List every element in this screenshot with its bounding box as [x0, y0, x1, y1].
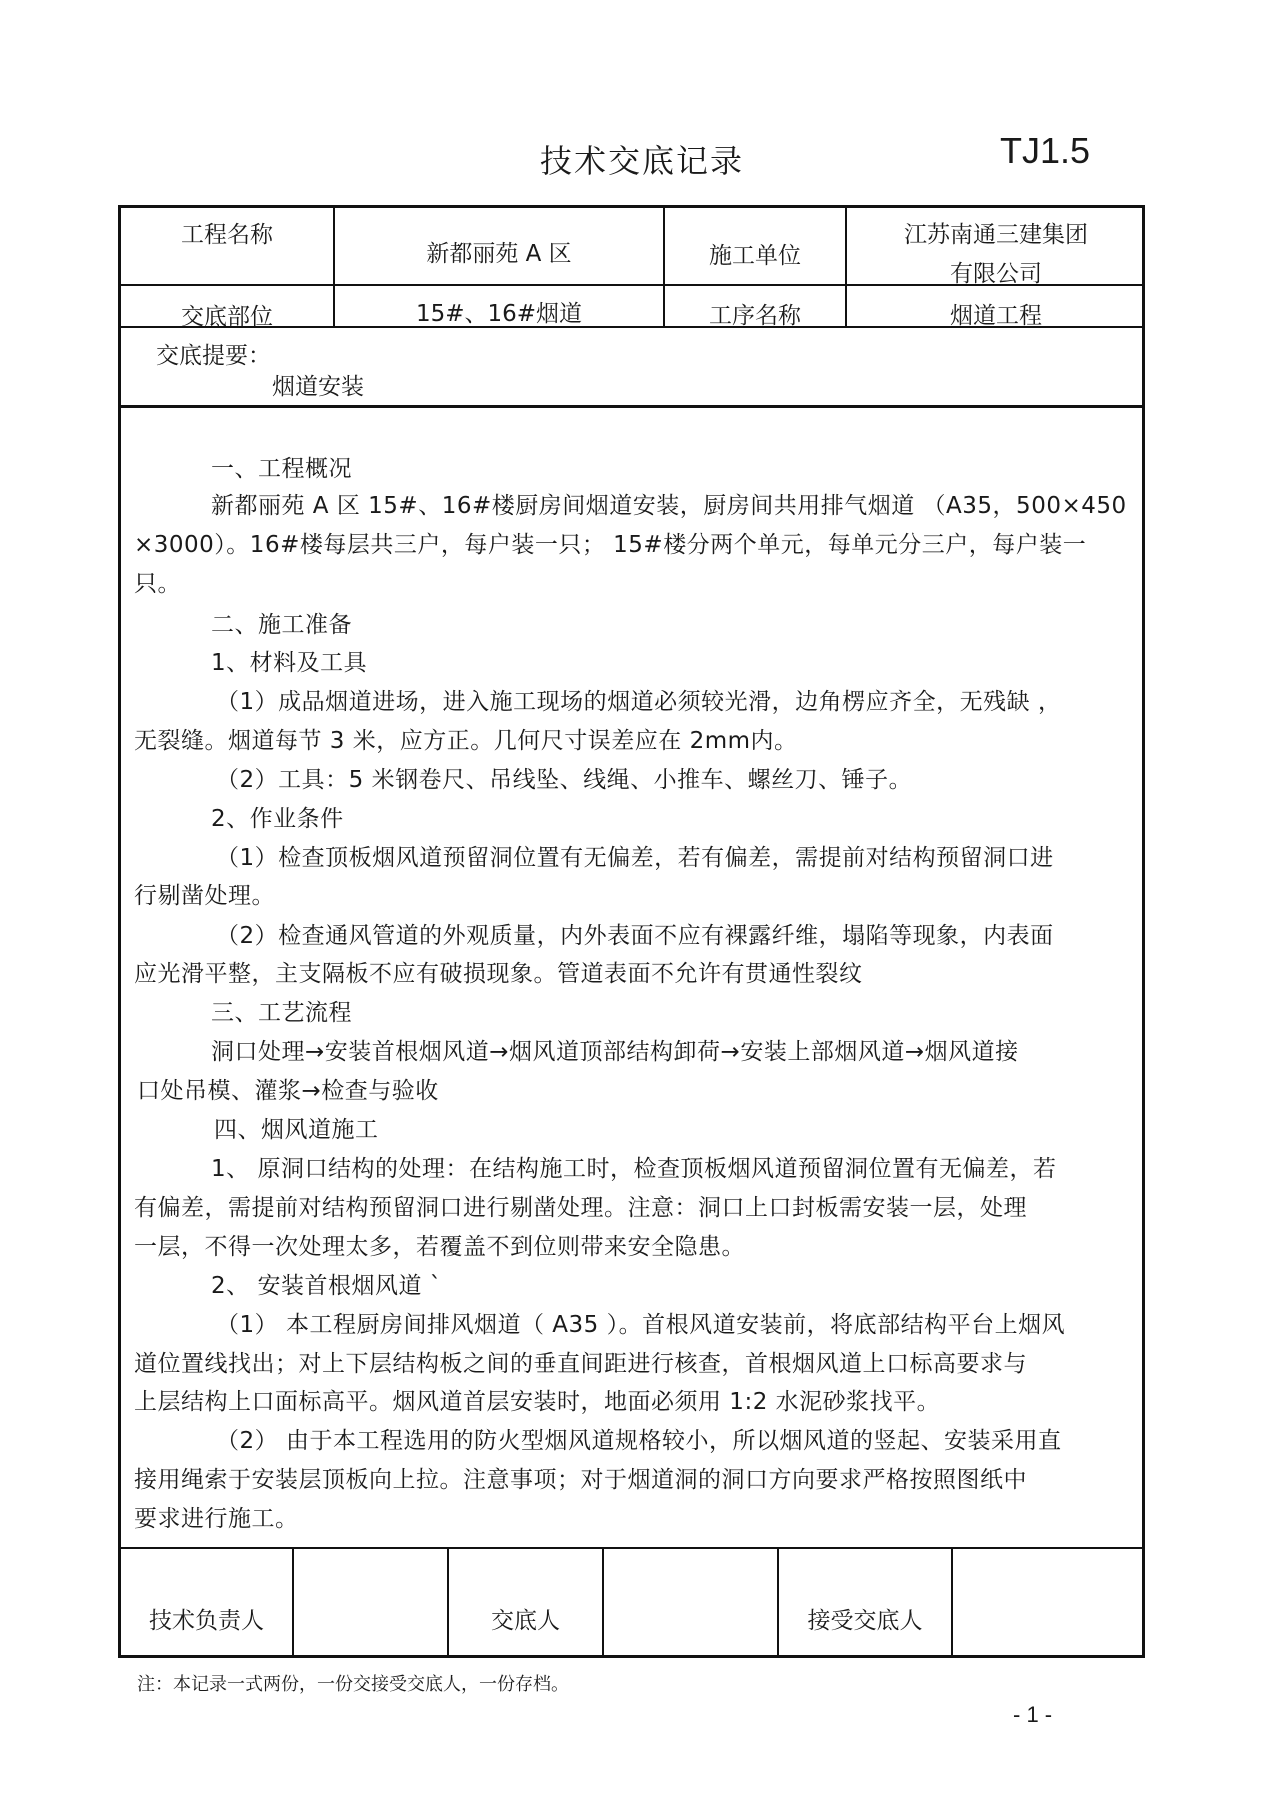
- process-value: 烟道工程: [950, 303, 1042, 329]
- paragraph-line: 只。: [134, 571, 181, 597]
- section-heading: 三、工艺流程: [211, 1000, 352, 1026]
- subsection-heading: 2、 安装首根烟风道 `: [211, 1273, 442, 1299]
- contractor-value-line2: 有限公司: [950, 261, 1042, 287]
- paragraph-line: （1）成品烟道进场，进入施工现场的烟道必须较光滑，边角楞应齐全，无残缺 ，: [216, 689, 1062, 715]
- paragraph-line: （1） 本工程厨房间排风烟道（ A35 ）。首根风道安装前，将底部结构平台上烟风: [216, 1312, 1066, 1338]
- paragraph-line: ×3000）。16#楼每层共三户，每户装一只； 15#楼分两个单元，每单元分三户，每户装一: [134, 532, 1087, 558]
- footer-note: 注：本记录一式两份，一份交接受交底人，一份存档。: [137, 1674, 569, 1695]
- contractor-label: 施工单位: [709, 243, 801, 269]
- row-divider: [118, 405, 1145, 408]
- paragraph-line: 有偏差，需提前对结构预留洞口进行剔凿处理。注意：洞口上口封板需安装一层，处理: [134, 1195, 1027, 1221]
- section-heading: 四、烟风道施工: [214, 1117, 379, 1143]
- paragraph-line: 上层结构上口面标高平。烟风道首层安装时，地面必须用 1:2 水泥砂浆找平。: [134, 1389, 941, 1415]
- page-number: - 1 -: [1013, 1702, 1053, 1727]
- paragraph-line: 行剔凿处理。: [134, 883, 275, 909]
- project-name-label: 工程名称: [181, 222, 273, 248]
- subsection-heading: 2、作业条件: [211, 806, 344, 832]
- project-name-value: 新都丽苑 A 区: [426, 241, 572, 267]
- paragraph-line: 一层，不得一次处理太多，若覆盖不到位则带来安全隐患。: [134, 1234, 745, 1260]
- tech-lead-label: 技术负责人: [149, 1608, 264, 1634]
- discloser-signature-field[interactable]: [604, 1560, 777, 1650]
- tech-lead-signature-field[interactable]: [294, 1560, 447, 1650]
- paragraph-line: （2）工具：5 米钢卷尺、吊线坠、线绳、小推车、螺丝刀、锤子。: [216, 767, 913, 793]
- process-label: 工序名称: [709, 303, 801, 329]
- paragraph-line: 洞口处理→安装首根烟风道→烟风道顶部结构卸荷→安装上部烟风道→烟风道接: [211, 1039, 1019, 1065]
- location-value: 15#、16#烟道: [415, 301, 583, 327]
- paragraph-line: （2）检查通风管道的外观质量，内外表面不应有裸露纤维，塌陷等现象，内表面: [216, 923, 1054, 949]
- receiver-label: 接受交底人: [807, 1608, 923, 1634]
- summary-value: 烟道安装: [272, 374, 364, 400]
- receiver-signature-field[interactable]: [953, 1560, 1141, 1650]
- paragraph-line: 无裂缝。烟道每节 3 米，应方正。几何尺寸误差应在 2mm内。: [134, 728, 798, 754]
- discloser-label: 交底人: [491, 1608, 560, 1634]
- summary-label: 交底提要：: [156, 343, 271, 369]
- section-heading: 二、施工准备: [211, 612, 352, 638]
- paragraph-line: （1）检查顶板烟风道预留洞位置有无偏差，若有偏差，需提前对结构预留洞口进: [216, 845, 1054, 871]
- paragraph-line: （2） 由于本工程选用的防火型烟风道规格较小，所以烟风道的竖起、安装采用直: [216, 1428, 1062, 1454]
- contractor-value-line1: 江苏南通三建集团: [904, 222, 1088, 248]
- location-label: 交底部位: [181, 304, 273, 330]
- row-divider: [118, 1547, 1145, 1549]
- paragraph-line: 接用绳索于安装层顶板向上拉。注意事项；对于烟道洞的洞口方向要求严格按照图纸中: [134, 1467, 1027, 1493]
- paragraph-line: 要求进行施工。: [134, 1506, 299, 1532]
- paragraph-line: 应光滑平整，主支隔板不应有破损现象。管道表面不允许有贯通性裂纹: [134, 961, 863, 987]
- document-title: 技术交底记录: [540, 142, 745, 180]
- form-code: TJ1.5: [1000, 130, 1091, 171]
- paragraph-line: 1、 原洞口结构的处理：在结构施工时，检查顶板烟风道预留洞位置有无偏差，若: [211, 1156, 1057, 1182]
- paragraph-line: 道位置线找出；对上下层结构板之间的垂直间距进行核查，首根烟风道上口标高要求与: [134, 1351, 1027, 1377]
- section-heading: 一、工程概况: [211, 456, 352, 482]
- paragraph-line: 口处吊模、灌浆→检查与验收: [137, 1078, 439, 1104]
- subsection-heading: 1、材料及工具: [211, 650, 368, 676]
- paragraph-line: 新都丽苑 A 区 15#、16#楼厨房间烟道安装，厨房间共用排气烟道 （A35，500×450: [211, 493, 1127, 519]
